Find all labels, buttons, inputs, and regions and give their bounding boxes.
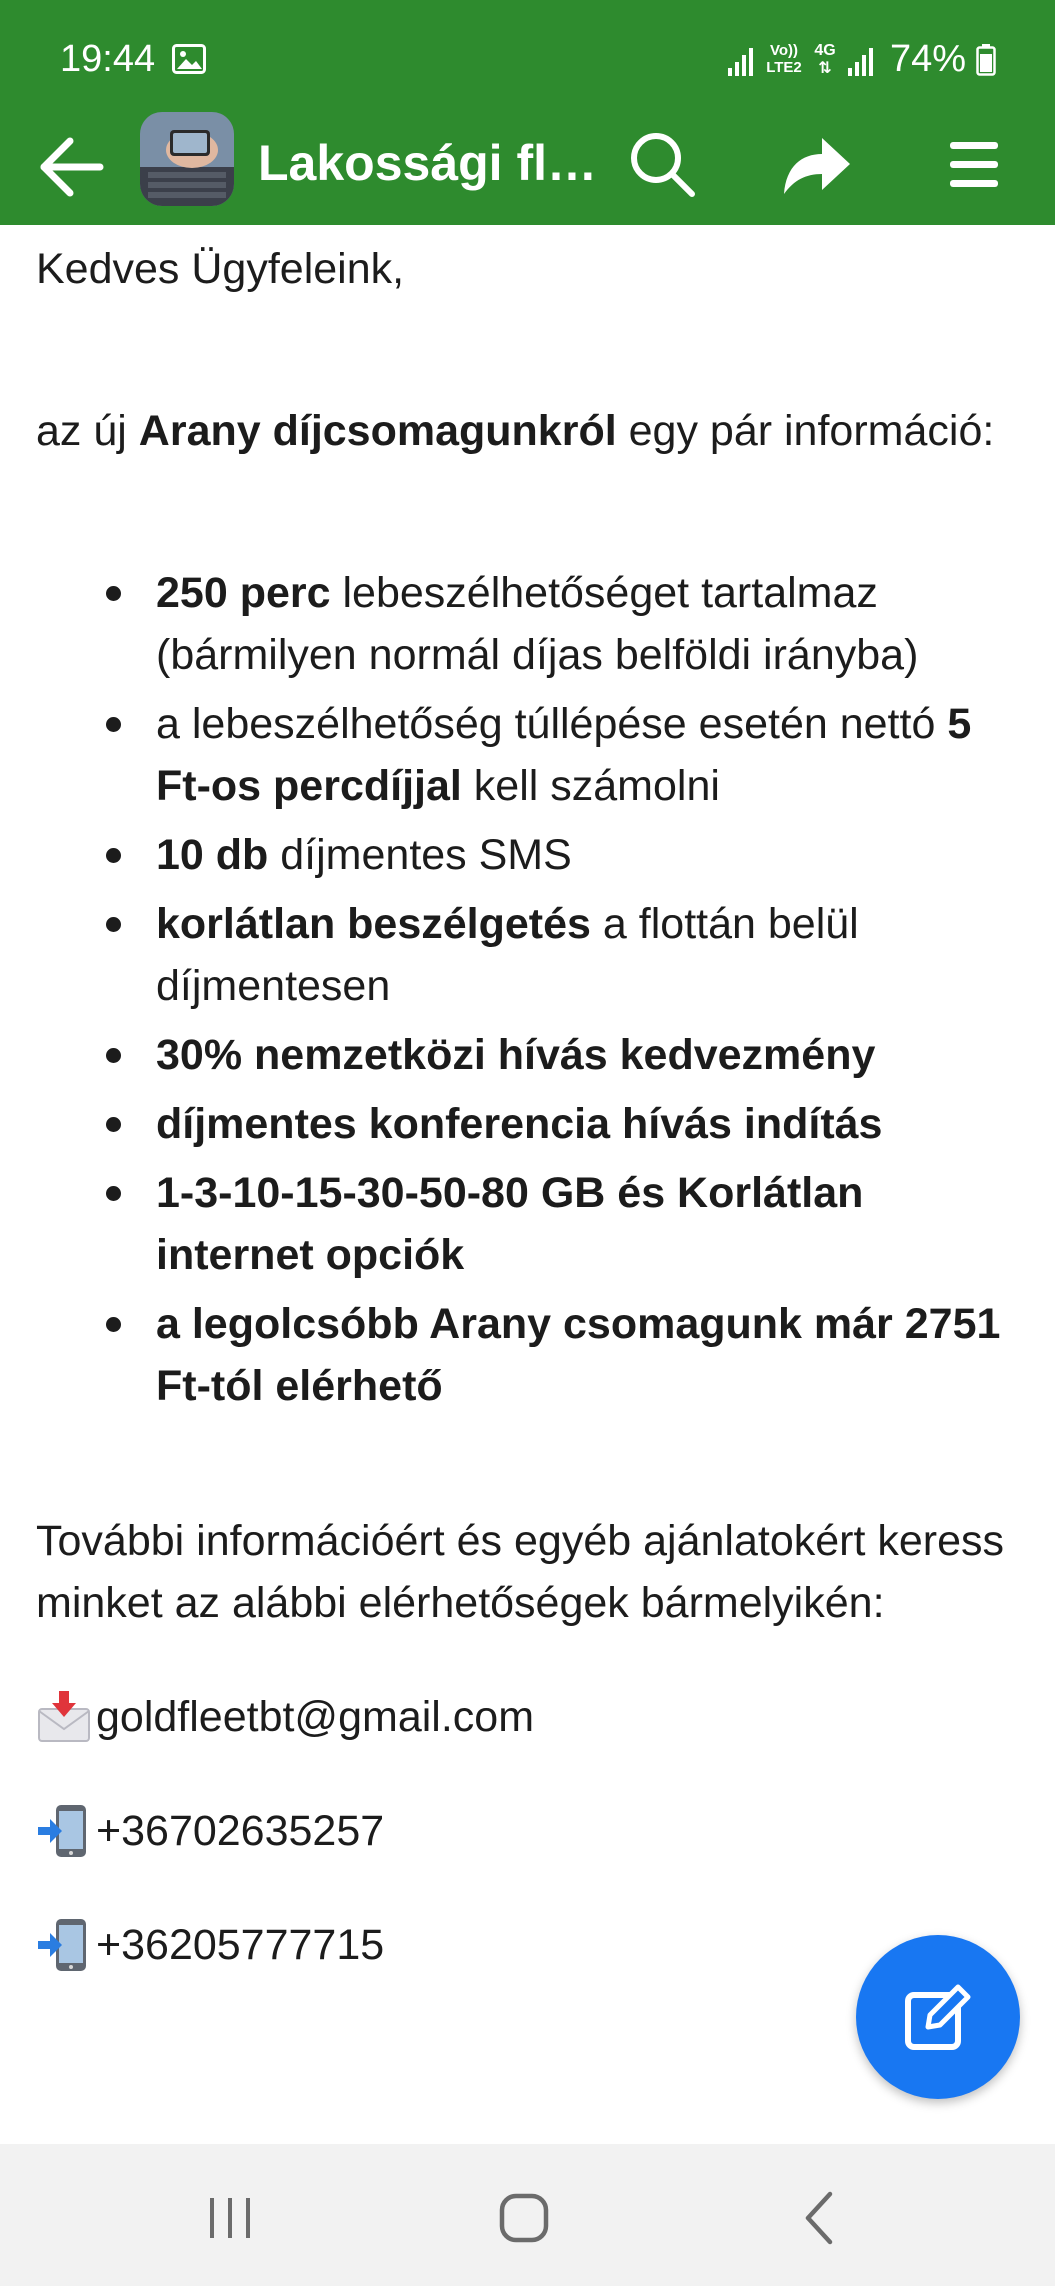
- feature-bold: 1-3-10-15-30-50-80 GB és Korlátlan internet opciók: [156, 1169, 864, 1279]
- edit-icon: [902, 1981, 974, 2053]
- feature-bold: a legolcsóbb Arany csomagunk már 2751 Ft-tól elérhető: [156, 1300, 1001, 1410]
- contact-email-value: goldfleetbt@gmail.com: [96, 1693, 535, 1741]
- feature-bold: korlátlan beszélgetés: [156, 900, 591, 948]
- contact-email[interactable]: [36, 1686, 1026, 1748]
- email-inbox-icon: [36, 1689, 92, 1745]
- status-bar: [0, 0, 1055, 120]
- status-time: 19:44: [60, 38, 156, 80]
- list-item: [156, 693, 1026, 817]
- feature-bold: 250 perc: [156, 569, 331, 617]
- feature-list: [36, 562, 1026, 1417]
- post-greeting: Kedves Ügyfeleink,: [36, 245, 405, 293]
- feature-bold: 5 Ft-os percdíjjal: [156, 700, 972, 810]
- volte-label: Vo)): [769, 42, 799, 59]
- post-intro: [36, 400, 1026, 462]
- contact-phone-1[interactable]: [36, 1800, 1026, 1862]
- mobile-phone-arrow-icon: [36, 1917, 92, 1973]
- compose-button[interactable]: [856, 1935, 1020, 2099]
- list-item: [156, 1093, 1026, 1155]
- feature-text: lebeszélhetőséget tartalmaz (bármilyen normál díjas belföldi irányba): [156, 569, 919, 679]
- lte-label: LTE2: [766, 59, 802, 76]
- list-item: [156, 1162, 1026, 1286]
- feature-bold: díjmentes konferencia hívás indítás: [156, 1100, 883, 1148]
- feature-text: kell számolni: [461, 762, 720, 810]
- battery-icon: [976, 44, 996, 76]
- signal-strength-2-icon: [846, 40, 878, 80]
- feature-text: a flottán belül díjmentesen: [156, 900, 859, 1010]
- arrow-left-icon[interactable]: [36, 132, 106, 202]
- list-item: [156, 1293, 1026, 1417]
- list-item: [156, 1024, 1026, 1086]
- search-icon[interactable]: [622, 124, 702, 204]
- intro-prefix: az új: [36, 407, 139, 455]
- back-chevron-icon[interactable]: [780, 2178, 860, 2258]
- intro-bold: Arany díjcsomagunkról: [138, 407, 617, 455]
- list-item: [156, 562, 1026, 686]
- page-title: Lakossági fl…: [258, 135, 597, 191]
- network-type-label: 4G: [814, 42, 836, 59]
- volte-indicator: [764, 42, 804, 76]
- contact-phone-1-value: +36702635257: [96, 1807, 385, 1855]
- feature-pre: a lebeszélhetőség túllépése esetén nettó: [156, 700, 948, 748]
- gallery-notification-icon: [172, 44, 206, 74]
- feature-text: díjmentes SMS: [268, 831, 572, 879]
- battery-percent: 74%: [890, 38, 967, 80]
- system-nav-bar: [0, 2144, 1055, 2286]
- feature-bold: 30% nemzetközi hívás kedvezmény: [156, 1031, 876, 1079]
- contact-phone-2-value: +36205777715: [96, 1921, 385, 1969]
- app-bar: [0, 112, 1055, 225]
- group-avatar[interactable]: [140, 112, 234, 206]
- mobile-phone-arrow-icon: [36, 1803, 92, 1859]
- intro-suffix: egy pár információ:: [616, 407, 995, 455]
- more-info-text: További információért és egyéb ajánlatokért keress minket az alábbi elérhetőségek bármelyikén:: [36, 1517, 1005, 1627]
- data-arrows-icon: ⇅: [818, 60, 832, 77]
- signal-strength-icon: [726, 40, 758, 80]
- network-type-indicator: [810, 42, 840, 78]
- list-item: [156, 824, 1026, 886]
- feature-bold: 10 db: [156, 831, 269, 879]
- top-bar: [0, 0, 1055, 225]
- home-icon[interactable]: [484, 2178, 564, 2258]
- post-content: [36, 238, 1026, 1976]
- menu-icon[interactable]: [936, 124, 1016, 204]
- recents-icon[interactable]: [190, 2178, 270, 2258]
- share-icon[interactable]: [776, 124, 856, 204]
- list-item: [156, 893, 1026, 1017]
